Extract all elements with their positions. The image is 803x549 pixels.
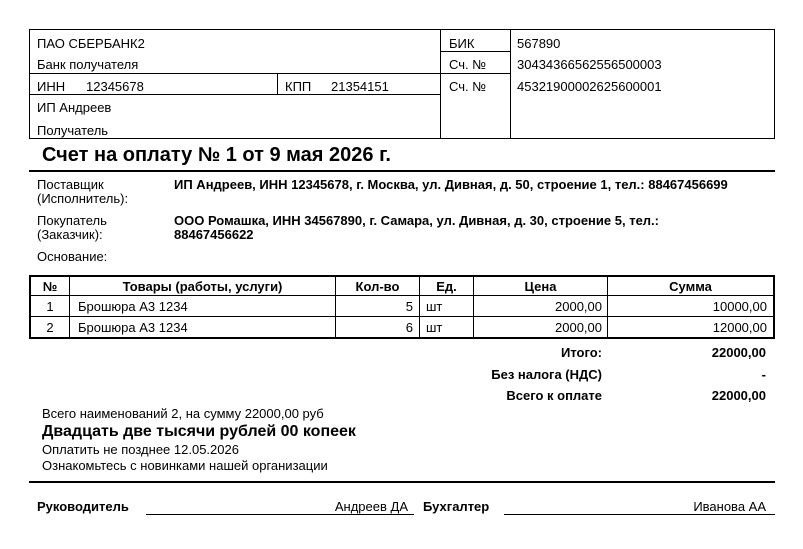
tax-value: - [761, 367, 766, 382]
pay-before: Оплатить не позднее 12.05.2026 [42, 442, 239, 457]
grand-total-value: 22000,00 [711, 388, 766, 403]
row-2-goods: Брошюра А3 1234 [78, 320, 188, 335]
row-2-price: 2000,00 [555, 320, 602, 335]
amount-in-words: Двадцать две тысячи рублей 00 копеек [42, 423, 356, 440]
row-1-qty: 5 [405, 299, 413, 314]
total-value: 22000,00 [711, 345, 766, 360]
head-name: Андреев ДА [334, 499, 408, 514]
kpp-label: КПП [285, 79, 312, 94]
header-price: Цена [524, 279, 557, 294]
buyer-label-2: (Заказчик): [37, 227, 103, 242]
head-signature-line [146, 514, 414, 515]
header-num: № [42, 279, 58, 294]
accountant-signature-line [504, 514, 775, 515]
bank-divider-h3 [30, 94, 441, 95]
items-table [29, 275, 775, 339]
buyer-value-2: 88467456622 [174, 227, 254, 242]
row-2-sum: 12000,00 [712, 320, 767, 335]
row-1-sum: 10000,00 [712, 299, 767, 314]
inn-label: ИНН [37, 79, 66, 94]
header-qty: Кол-во [355, 279, 400, 294]
row-2-num: 2 [46, 320, 54, 335]
account-value-1: 30434366562556500003 [517, 57, 662, 72]
head-label: Руководитель [37, 499, 129, 514]
supplier-label-2: (Исполнитель): [37, 191, 129, 206]
inn-value: 12345678 [86, 79, 144, 94]
row-1-goods: Брошюра А3 1234 [78, 299, 188, 314]
buyer-label-1: Покупатель [37, 213, 107, 228]
row-1-num: 1 [46, 299, 54, 314]
account-value-2: 45321900002625600001 [517, 79, 662, 94]
invoice-title: Счет на оплату № 1 от 9 мая 2026 г. [42, 144, 391, 166]
row-1-price: 2000,00 [555, 299, 602, 314]
row-divider-1 [31, 316, 773, 317]
bik-value: 567890 [517, 36, 561, 51]
row-2-qty: 6 [405, 320, 413, 335]
bank-name: ПАО СБЕРБАНК2 [37, 36, 145, 51]
organization-note: Ознакомьтесь с новинками нашей организации [42, 458, 328, 473]
grand-total-label: Всего к оплате [506, 388, 602, 403]
supplier-label-1: Поставщик [37, 177, 104, 192]
kpp-value: 21354151 [331, 79, 389, 94]
row-2-unit: шт [426, 320, 443, 335]
account-label-1: Сч. № [449, 57, 487, 72]
accountant-label: Бухгалтер [423, 499, 490, 514]
bank-divider-v1 [440, 30, 441, 138]
header-unit: Ед. [436, 279, 457, 294]
bank-divider-v3 [277, 73, 278, 95]
footer-divider [29, 481, 775, 483]
total-label: Итого: [561, 345, 602, 360]
bank-divider-v2 [510, 30, 511, 138]
title-underline [29, 170, 775, 172]
items-count-line: Всего наименований 2, на сумму 22000,00 руб [42, 406, 324, 421]
buyer-value-1: ООО Ромашка, ИНН 34567890, г. Самара, ул. Дивная, д. 30, строение 5, тел.: [174, 213, 659, 228]
recipient-name: ИП Андреев [37, 100, 112, 115]
tax-label: Без налога (НДС) [491, 367, 602, 382]
account-label-2: Сч. № [449, 79, 487, 94]
row-1-unit: шт [426, 299, 443, 314]
header-sum: Сумма [669, 279, 712, 294]
bank-details-table [29, 29, 775, 139]
accountant-name: Иванова АА [693, 499, 766, 514]
bank-label: Банк получателя [37, 57, 139, 72]
bik-label: БИК [449, 36, 475, 51]
bank-divider-h1 [440, 51, 511, 52]
supplier-value: ИП Андреев, ИНН 12345678, г. Москва, ул. Дивная, д. 50, строение 1, тел.: 88467456699 [174, 177, 728, 192]
basis-label: Основание: [37, 249, 108, 264]
header-goods: Товары (работы, услуги) [122, 279, 283, 294]
bank-divider-h2 [30, 73, 511, 74]
recipient-label: Получатель [37, 123, 109, 138]
row-divider-header [31, 295, 773, 296]
